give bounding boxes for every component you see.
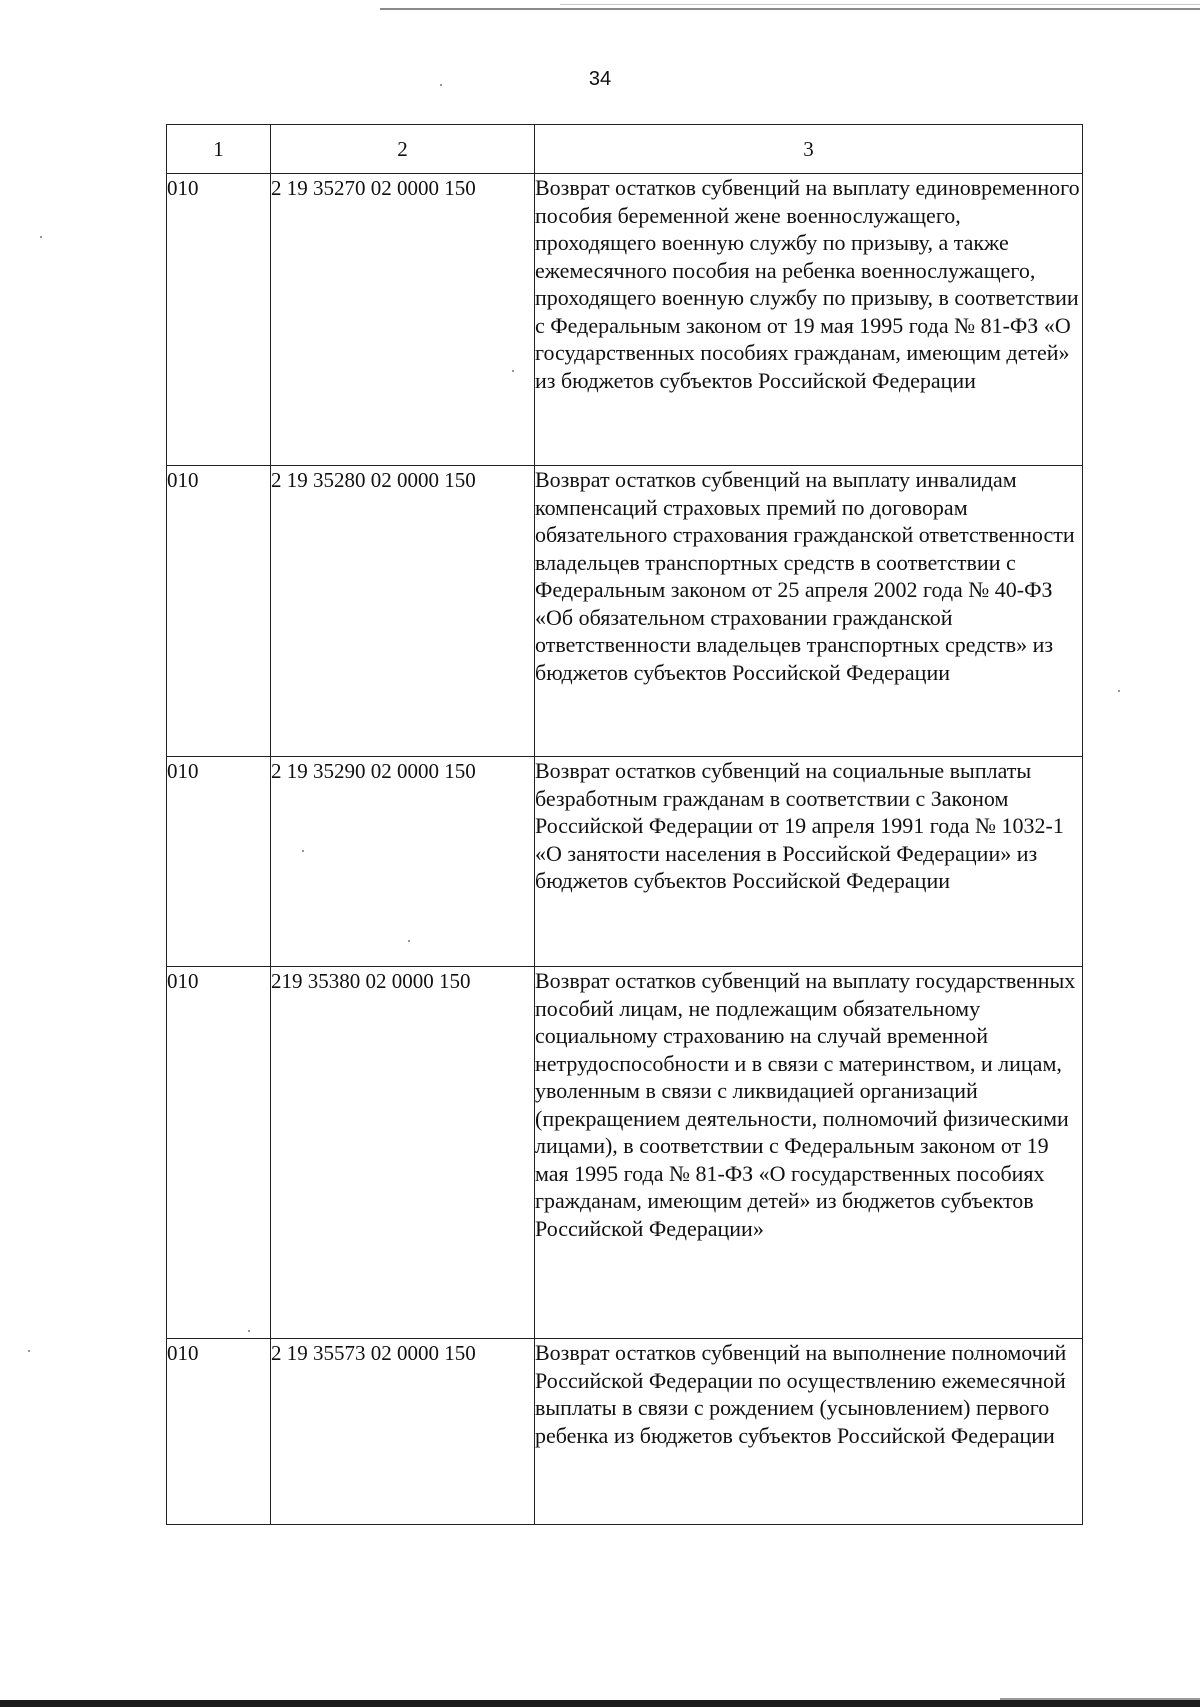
scan-edge-line <box>380 8 1200 10</box>
scan-edge-line <box>560 4 1200 5</box>
scan-speck <box>1118 690 1120 692</box>
budget-code-cell: 2 19 35280 02 0000 150 <box>271 466 535 757</box>
admin-code-cell: 010 <box>167 967 271 1339</box>
table-row <box>167 1339 1083 1525</box>
scan-speck <box>302 850 304 852</box>
table-row <box>167 466 1083 757</box>
admin-code-cell: 010 <box>167 1339 271 1525</box>
description-cell: Возврат остатков субвенций на выплату государственных пособий лицам, не подлежащим обязательному социальному страхованию на случай временной нетрудоспособности и в связи с материнством, и лицам, уволенным в связи с ликвидацией организаций (прекращением деятельности, полномочий физическими лицами), в соответствии с Федеральным законом от 19 мая 1995 года № 81-ФЗ «О государственных пособиях гражданам, имеющим детей» из бюджетов субъектов Российской Федерации» <box>535 967 1083 1339</box>
admin-code-cell: 010 <box>167 174 271 466</box>
scan-speck <box>512 370 514 372</box>
scan-speck <box>28 1350 30 1352</box>
column-header: 1 <box>167 125 271 174</box>
column-header: 3 <box>535 125 1083 174</box>
description-cell: Возврат остатков субвенций на социальные выплаты безработным гражданам в соответствии с Законом Российской Федерации от 19 апреля 1991 года № 1032-1 «О занятости населения в Российской Федерации» из бюджетов субъектов Российской Федерации <box>535 757 1083 967</box>
table-header-row <box>167 125 1083 174</box>
page-number: 34 <box>588 68 612 90</box>
description-cell: Возврат остатков субвенций на выплату единовременного пособия беременной жене военнослужащего, проходящего военную службу по призыву, а также ежемесячного пособия на ребенка военнослужащего, проходящего военную службу по призыву, в соответствии с Федеральным законом от 19 мая 1995 года № 81-ФЗ «О государственных пособиях гражданам, имеющим детей» из бюджетов субъектов Российской Федерации <box>535 174 1083 466</box>
budget-code-cell: 2 19 35573 02 0000 150 <box>271 1339 535 1525</box>
scan-speck <box>248 1330 250 1332</box>
budget-code-cell: 2 19 35270 02 0000 150 <box>271 174 535 466</box>
budget-code-cell: 219 35380 02 0000 150 <box>271 967 535 1339</box>
description-cell: Возврат остатков субвенций на выплату инвалидам компенсаций страховых премий по договорам обязательного страхования гражданской ответственности владельцев транспортных средств в соответствии с Федеральным законом от 25 апреля 2002 года № 40-ФЗ «Об обязательном страховании гражданской ответственности владельцев транспортных средств» из бюджетов субъектов Российской Федерации <box>535 466 1083 757</box>
budget-code-cell: 2 19 35290 02 0000 150 <box>271 757 535 967</box>
column-header: 2 <box>271 125 535 174</box>
admin-code-cell: 010 <box>167 466 271 757</box>
table-row <box>167 967 1083 1339</box>
table-row <box>167 174 1083 466</box>
budget-code-table <box>166 124 1083 1525</box>
scan-speck <box>440 84 442 86</box>
table-row <box>167 757 1083 967</box>
description-cell: Возврат остатков субвенций на выполнение полномочий Российской Федерации по осуществлению ежемесячной выплаты в связи с рождением (усыновлением) первого ребенка из бюджетов субъектов Российской Федерации <box>535 1339 1083 1525</box>
scan-speck <box>40 236 42 238</box>
admin-code-cell: 010 <box>167 757 271 967</box>
scan-edge-bar <box>0 1700 1200 1707</box>
scan-speck <box>408 940 410 942</box>
